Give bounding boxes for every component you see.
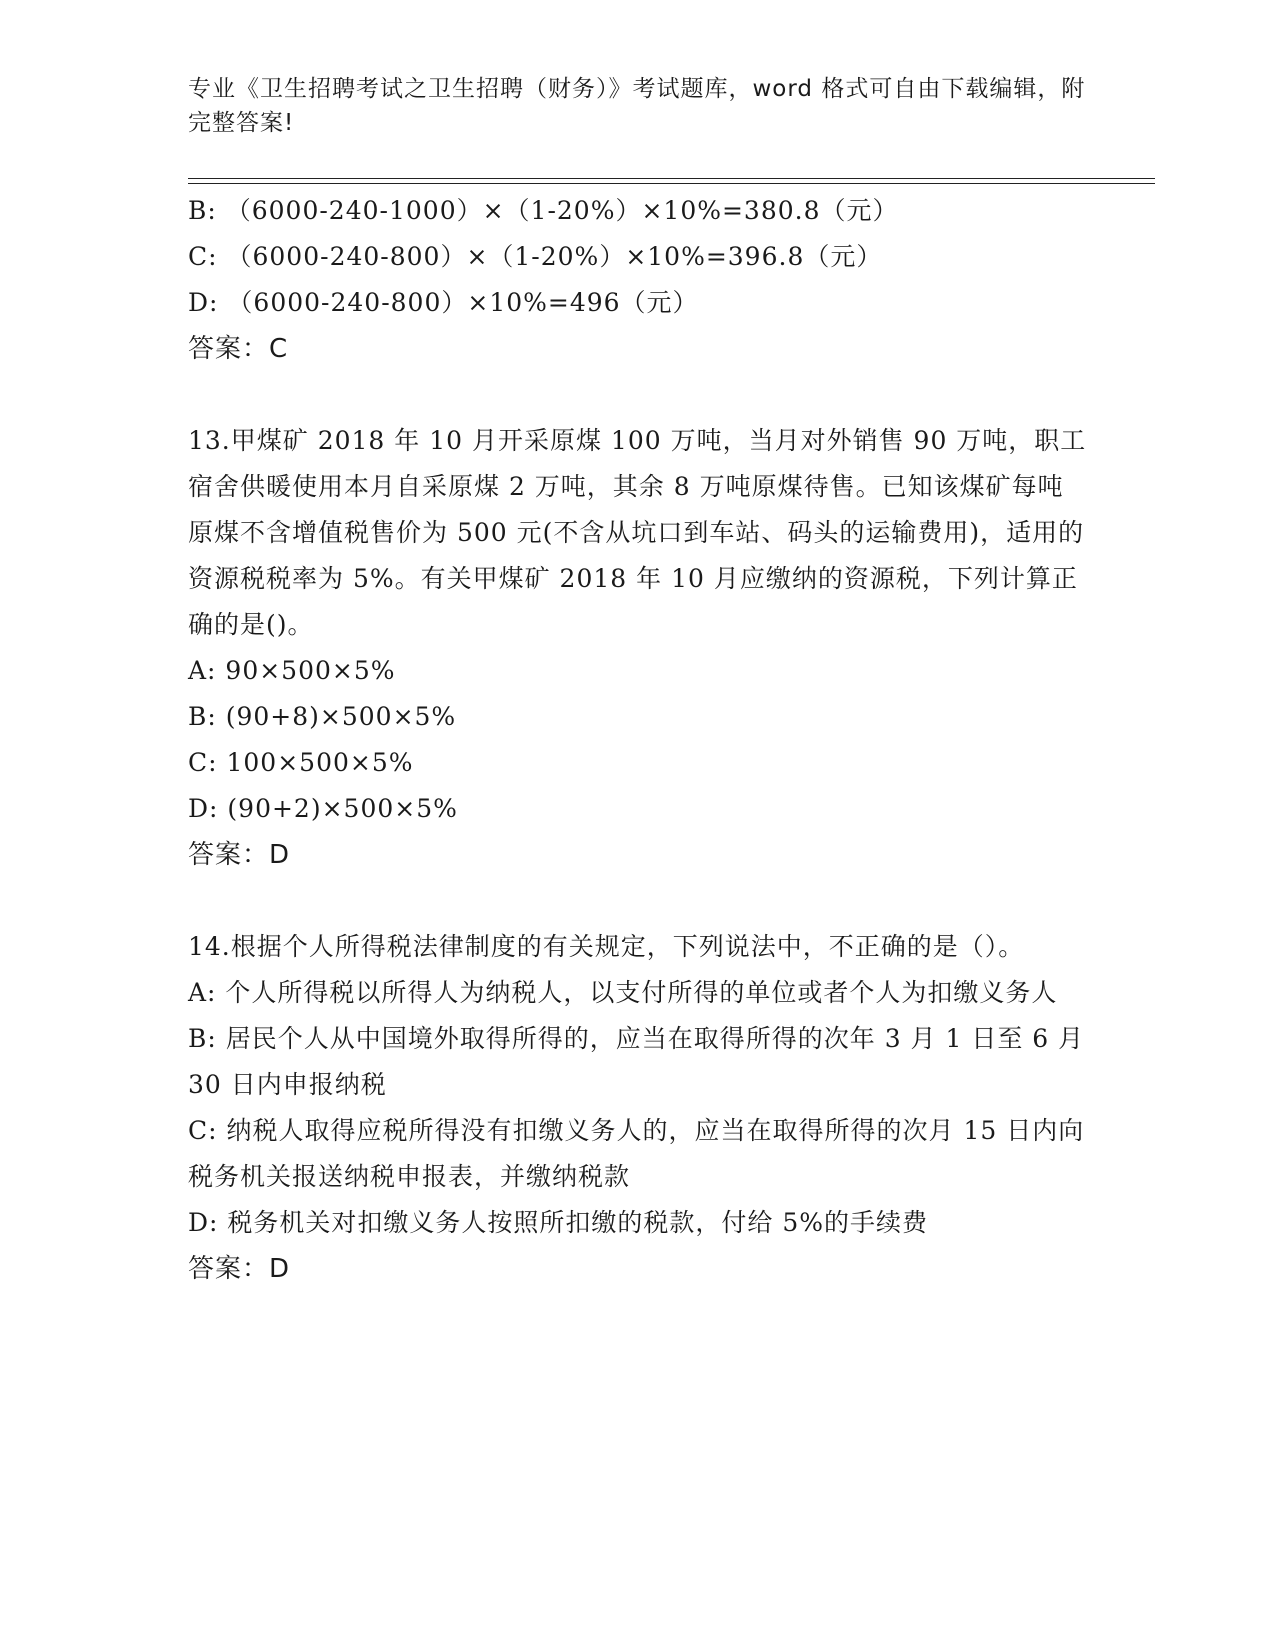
header-divider-top: [188, 178, 1155, 179]
document-body: [188, 188, 1094, 1292]
question-12: [188, 188, 1088, 372]
spacer: [188, 372, 1088, 418]
question-stem: 14.根据个人所得税法律制度的有关规定，下列说法中，不正确的是（）。: [188, 932, 1025, 961]
option-b: B: 居民个人从中国境外取得所得的，应当在取得所得的次年 3 月 1 日至 6 月 30 日内申报纳税: [188, 1024, 1094, 1099]
question-13: [188, 418, 1088, 878]
answer: 答案：C: [188, 334, 289, 364]
option-c: C: 纳税人取得应税所得没有扣缴义务人的，应当在取得所得的次月 15 日内向税务机关报送纳税申报表，并缴纳税款: [188, 1116, 1085, 1191]
header-divider-bottom: [188, 183, 1155, 184]
option-b: B: (90+8)×500×5%: [188, 702, 457, 731]
option-c: C: 100×500×5%: [188, 748, 414, 777]
question-14: [188, 924, 1094, 1292]
question-stem: 13.甲煤矿 2018 年 10 月开采原煤 100 万吨，当月对外销售 90 万吨，职工宿舍供暖使用本月自采原煤 2 万吨，其余 8 万吨原煤待售。已知该煤矿每吨原煤不含增值税售价为 500 元(不含从坑口到车站、码头的运输费用)，适用的资源税税率为 5%。有关甲煤矿 2018 年 10 月应缴纳的资源税，下列计算正确的是()。: [188, 426, 1087, 639]
header-title: 专业《卫生招聘考试之卫生招聘（财务）》考试题库，word 格式可自由下载编辑，附完整答案!: [188, 76, 1086, 136]
option-d: D: （6000-240-800）×10%=496（元）: [188, 288, 699, 317]
document-header: [188, 72, 1088, 140]
option-a: A: 个人所得税以所得人为纳税人，以支付所得的单位或者个人为扣缴义务人: [188, 978, 1058, 1007]
answer: 答案：D: [188, 1254, 291, 1284]
option-d: D: (90+2)×500×5%: [188, 794, 458, 823]
answer: 答案：D: [188, 840, 291, 870]
option-d: D: 税务机关对扣缴义务人按照所扣缴的税款，付给 5%的手续费: [188, 1208, 929, 1237]
spacer: [188, 878, 1088, 924]
option-b: B: （6000-240-1000）×（1-20%）×10%=380.8（元）: [188, 196, 899, 225]
option-c: C: （6000-240-800）×（1-20%）×10%=396.8（元）: [188, 242, 883, 271]
option-a: A: 90×500×5%: [188, 656, 396, 685]
